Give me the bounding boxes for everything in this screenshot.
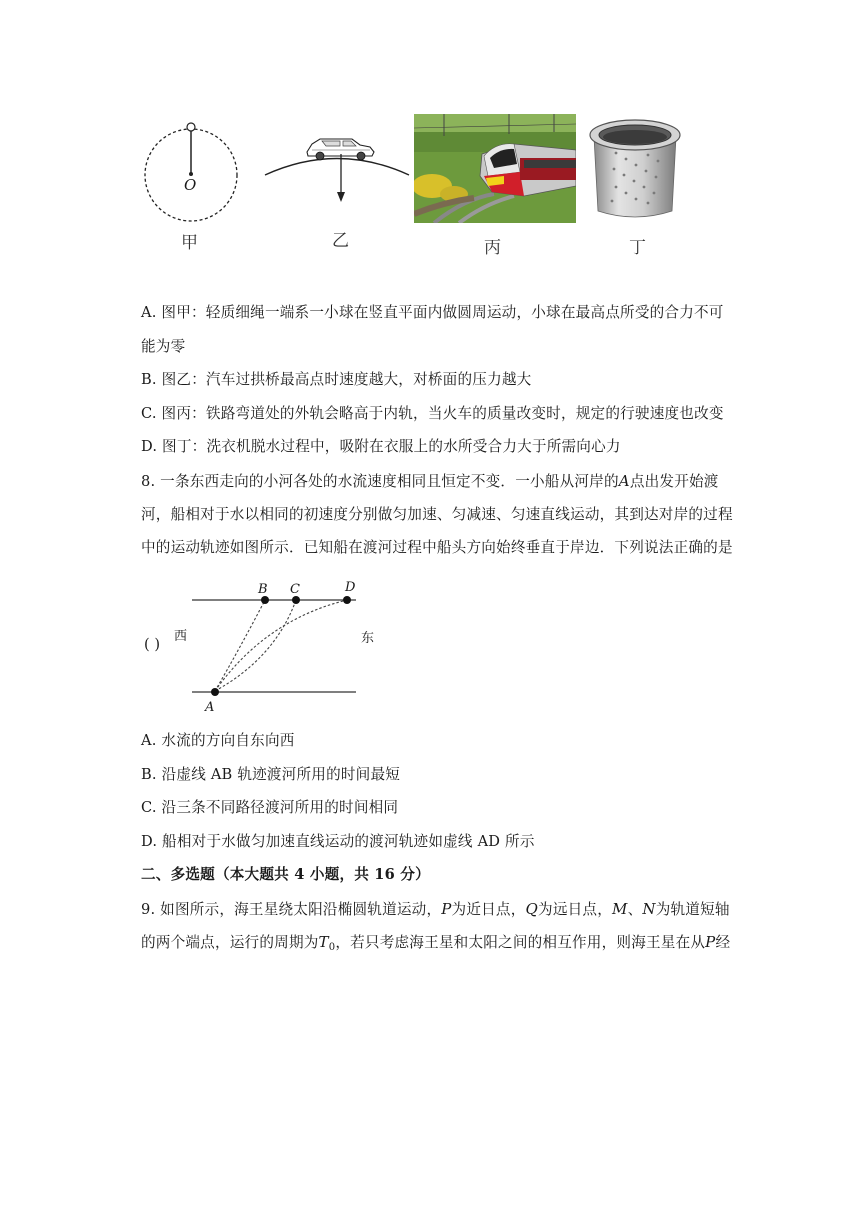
q8-option-a: A. 水流的方向自东向西 xyxy=(141,732,295,749)
q8-label-d: D xyxy=(345,580,356,595)
q9-seg4: 、 xyxy=(627,901,643,918)
q9-seg2: 为近日点， xyxy=(451,901,526,918)
q7-option-a-line1: A. 图甲：轻质细绳一端系一小球在竖直平面内做圆周运动，小球在最高点所受的合力不可 xyxy=(141,304,724,321)
q8-option-c: C. 沿三条不同路径渡河所用的时间相同 xyxy=(141,799,399,816)
figure-bing-caption: 丙 xyxy=(484,238,501,258)
q8-stem-line1-post: 点出发开始渡 xyxy=(629,473,719,490)
q9-var-p: P xyxy=(441,900,452,918)
q8-label-a: A xyxy=(205,700,215,715)
q9-stem-line2 xyxy=(141,932,730,958)
figure-jia-vertical-circle xyxy=(140,118,242,223)
figure-jia-caption: 甲 xyxy=(181,233,198,253)
q9-line2-pre: 的两个端点，运行的周期为 xyxy=(141,934,319,951)
q9-var-t: T xyxy=(318,933,329,951)
q9-var-q: Q xyxy=(525,900,539,918)
q8-stem-line2: 河，船相对于水以相同的初速度分别做匀加速、匀减速、匀速直线运动，其到达对岸的过程 xyxy=(141,506,733,523)
q9-seg5: 为轨道短轴 xyxy=(655,901,730,918)
q7-option-b: B. 图乙：汽车过拱桥最高点时速度越大，对桥面的压力越大 xyxy=(141,371,532,388)
q8-label-east: 东 xyxy=(361,631,375,646)
q8-option-b: B. 沿虚线 AB 轨迹渡河所用的时间最短 xyxy=(141,766,401,783)
q9-seg1: 9. 如图所示，海王星绕太阳沿椭圆轨道运动， xyxy=(141,901,442,918)
q8-label-b: B xyxy=(258,582,268,597)
figure-jia-center-label: O xyxy=(184,176,197,194)
q9-line2-var-p: P xyxy=(705,933,716,951)
q9-var-m: M xyxy=(612,900,628,918)
q8-stem-line1-pre: 8. 一条东西走向的小河各处的水流速度相同且恒定不变．一小船从河岸的 xyxy=(141,473,619,490)
q8-point-a-inline: A xyxy=(618,472,630,490)
figure-bing-train-photo xyxy=(414,114,576,223)
q8-label-west: 西 xyxy=(174,629,188,644)
q8-river-diagram xyxy=(170,578,380,713)
q9-line2-mid: ，若只考虑海王星和太阳之间的相互作用，则海王星在从 xyxy=(335,934,706,951)
figure-ding-caption: 丁 xyxy=(629,238,646,258)
q8-stem-line1 xyxy=(141,471,719,492)
q8-label-c: C xyxy=(290,582,300,597)
q7-option-a-line2: 能为零 xyxy=(141,338,186,355)
figure-ding-washer-drum xyxy=(586,113,684,223)
q9-var-n: N xyxy=(642,900,656,918)
q8-option-d: D. 船相对于水做匀加速直线运动的渡河轨迹如虚线 AD 所示 xyxy=(141,833,535,850)
q8-stem-line3: 中的运动轨迹如图所示．已知船在渡河过程中船头方向始终垂直于岸边．下列说法正确的是 xyxy=(141,539,733,556)
section-2-heading: 二、多选题（本大题共 4 小题，共 16 分） xyxy=(141,866,430,883)
figure-yi-caption: 乙 xyxy=(332,231,349,251)
q7-option-c: C. 图丙：铁路弯道处的外轨会略高于内轨，当火车的质量改变时，规定的行驶速度也改变 xyxy=(141,405,724,422)
q9-var-t-subscript: 0 xyxy=(328,942,336,953)
q9-line2-post: 经 xyxy=(715,934,731,951)
q7-option-d: D. 图丁：洗衣机脱水过程中，吸附在衣服上的水所受合力大于所需向心力 xyxy=(141,438,621,455)
q8-answer-paren: ( ) xyxy=(144,636,161,653)
q9-stem-line1 xyxy=(141,899,730,920)
figure-yi-car-on-bridge xyxy=(262,128,412,208)
q9-seg3: 为远日点， xyxy=(538,901,613,918)
